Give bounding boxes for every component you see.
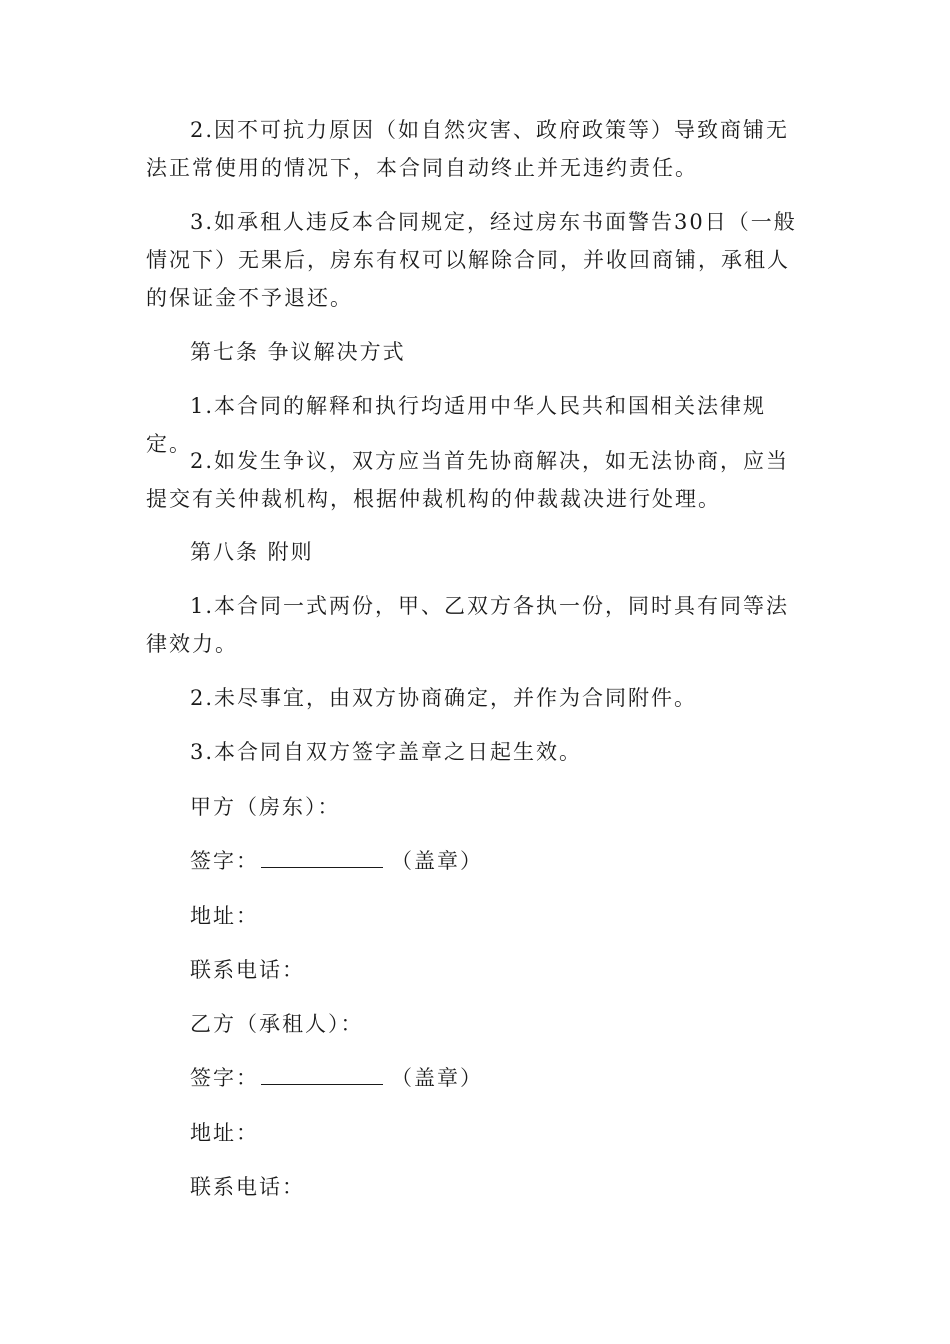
party-b-signature-line	[261, 1064, 383, 1085]
party-b-signature-row	[190, 1059, 483, 1097]
article-7-heading: 第七条 争议解决方式	[190, 340, 406, 364]
clause-governing-law: 1.本合同的解释和执行均适用中华人民共和国相关法律规定。	[146, 394, 767, 456]
party-a-signature-line	[261, 847, 383, 868]
party-b-sign-label: 签字：	[190, 1066, 259, 1090]
clause-dispute-resolution: 2.如发生争议，双方应当首先协商解决，如无法协商，应当提交有关仲裁机构，根据仲裁机构的仲裁裁决进行处理。	[146, 449, 790, 511]
clause-breach-termination: 3.如承租人违反本合同规定，经过房东书面警告30日（一般情况下）无果后，房东有权可以解除合同，并收回商铺，承租人的保证金不予退还。	[146, 210, 797, 310]
party-b-address-label: 地址：	[190, 1121, 259, 1145]
party-a-sign-label: 签字：	[190, 849, 259, 873]
party-a-title: 甲方（房东）：	[190, 795, 341, 819]
clause-unresolved-matters: 2.未尽事宜，由双方协商确定，并作为合同附件。	[190, 686, 698, 710]
clause-effective-date: 3.本合同自双方签字盖章之日起生效。	[190, 740, 583, 764]
party-a-address-label: 地址：	[190, 904, 259, 928]
party-b-phone-label: 联系电话：	[190, 1175, 305, 1199]
clause-copies: 1.本合同一式两份，甲、乙双方各执一份，同时具有同等法律效力。	[146, 594, 790, 656]
party-b-title: 乙方（承租人）：	[190, 1012, 364, 1036]
clause-force-majeure: 2.因不可抗力原因（如自然灾害、政府政策等）导致商铺无法正常使用的情况下，本合同自动终止并无违约责任。	[146, 118, 790, 180]
article-8-heading: 第八条 附则	[190, 540, 314, 564]
party-a-signature-row	[190, 842, 483, 880]
party-a-seal-label: （盖章）	[391, 849, 483, 873]
party-b-seal-label: （盖章）	[391, 1066, 483, 1090]
party-a-phone-label: 联系电话：	[190, 958, 305, 982]
